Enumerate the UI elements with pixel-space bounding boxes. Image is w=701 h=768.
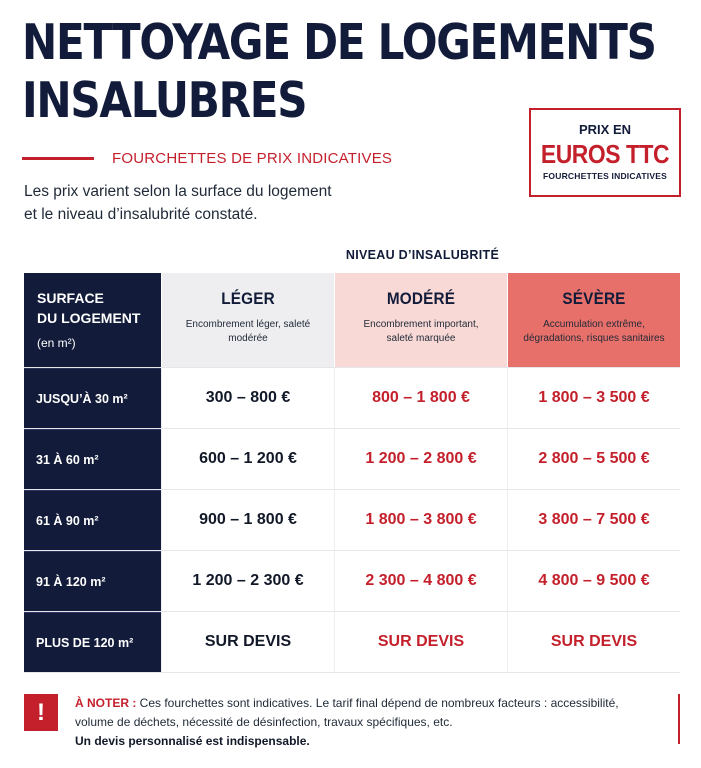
title-line-2: INSALUBRES bbox=[22, 72, 307, 129]
row-surface-label: 31 À 60 m² bbox=[24, 429, 161, 489]
exclamation-icon: ! bbox=[24, 694, 58, 731]
price-table bbox=[24, 273, 680, 673]
insalubrity-level-label: NIVEAU D’INSALUBRITÉ bbox=[345, 248, 500, 262]
price-cell-leger: 900 – 1 800 € bbox=[161, 490, 334, 550]
surface-header-unit: (en m²) bbox=[37, 336, 76, 350]
surface-column-header bbox=[24, 273, 161, 367]
surface-header-line-1: SURFACE bbox=[37, 290, 104, 306]
intro-text bbox=[24, 180, 332, 226]
column-header-severe bbox=[507, 273, 680, 367]
table-bottom-rule bbox=[24, 672, 680, 673]
column-name-severe: SÉVÈRE bbox=[562, 289, 626, 308]
price-cell-severe: 4 800 – 9 500 € bbox=[507, 551, 680, 611]
row-surface-label: JUSQU’À 30 m² bbox=[24, 368, 161, 428]
price-box-line-3: FOURCHETTES INDICATIVES bbox=[543, 171, 667, 181]
column-desc-modere: Encombrement important, saleté marquée bbox=[363, 319, 479, 344]
note-emphasis: Un devis personnalisé est indispensable. bbox=[75, 734, 310, 748]
table-row bbox=[24, 489, 680, 550]
intro-line-1: Les prix varient selon la surface du logement bbox=[24, 183, 332, 200]
table-row bbox=[24, 428, 680, 489]
subtitle-row bbox=[22, 150, 392, 167]
price-cell-modere: 800 – 1 800 € bbox=[334, 368, 507, 428]
price-cell-leger: 300 – 800 € bbox=[161, 368, 334, 428]
column-header-modere bbox=[334, 273, 507, 367]
table-row bbox=[24, 367, 680, 428]
surface-header-line-2: DU LOGEMENT bbox=[37, 310, 141, 326]
title-line-1: NETTOYAGE DE LOGEMENTS bbox=[22, 14, 656, 71]
price-cell-leger: 1 200 – 2 300 € bbox=[161, 551, 334, 611]
price-box-line-2: EUROS TTC bbox=[540, 139, 670, 169]
price-cell-modere: 2 300 – 4 800 € bbox=[334, 551, 507, 611]
table-header-row bbox=[24, 273, 680, 367]
price-cell-modere: 1 800 – 3 800 € bbox=[334, 490, 507, 550]
price-cell-leger: 600 – 1 200 € bbox=[161, 429, 334, 489]
row-surface-label: 91 À 120 m² bbox=[24, 551, 161, 611]
column-name-leger: LÉGER bbox=[221, 289, 275, 308]
price-info-box bbox=[529, 108, 681, 197]
price-cell-severe: 3 800 – 7 500 € bbox=[507, 490, 680, 550]
table-row bbox=[24, 611, 680, 672]
note-text bbox=[75, 694, 635, 751]
column-name-modere: MODÉRÉ bbox=[386, 289, 456, 308]
subtitle: FOURCHETTES DE PRIX INDICATIVES bbox=[112, 150, 393, 167]
price-cell-leger: SUR DEVIS bbox=[161, 612, 334, 672]
column-header-leger bbox=[161, 273, 334, 367]
price-cell-severe: SUR DEVIS bbox=[507, 612, 680, 672]
price-cell-modere: SUR DEVIS bbox=[334, 612, 507, 672]
subtitle-rule bbox=[22, 157, 94, 160]
table-row bbox=[24, 550, 680, 611]
note-body: Ces fourchettes sont indicatives. Le tarif final dépend de nombreux facteurs : accessibilité, volume de déchets, nécessité de désinfection, travaux spécifiques, etc. bbox=[75, 696, 619, 729]
row-surface-label: 61 À 90 m² bbox=[24, 490, 161, 550]
row-surface-label: PLUS DE 120 m² bbox=[24, 612, 161, 672]
price-cell-severe: 2 800 – 5 500 € bbox=[507, 429, 680, 489]
note-label: À NOTER : bbox=[75, 696, 137, 710]
price-box-line-1: PRIX EN bbox=[578, 122, 631, 137]
price-cell-severe: 1 800 – 3 500 € bbox=[507, 368, 680, 428]
column-desc-severe: Accumulation extrême, dégradations, risques sanitaires bbox=[523, 319, 665, 344]
column-desc-leger: Encombrement léger, saleté modérée bbox=[185, 319, 311, 344]
note-accent-rule bbox=[678, 694, 680, 744]
intro-line-2: et le niveau d’insalubrité constaté. bbox=[24, 206, 258, 223]
price-cell-modere: 1 200 – 2 800 € bbox=[334, 429, 507, 489]
